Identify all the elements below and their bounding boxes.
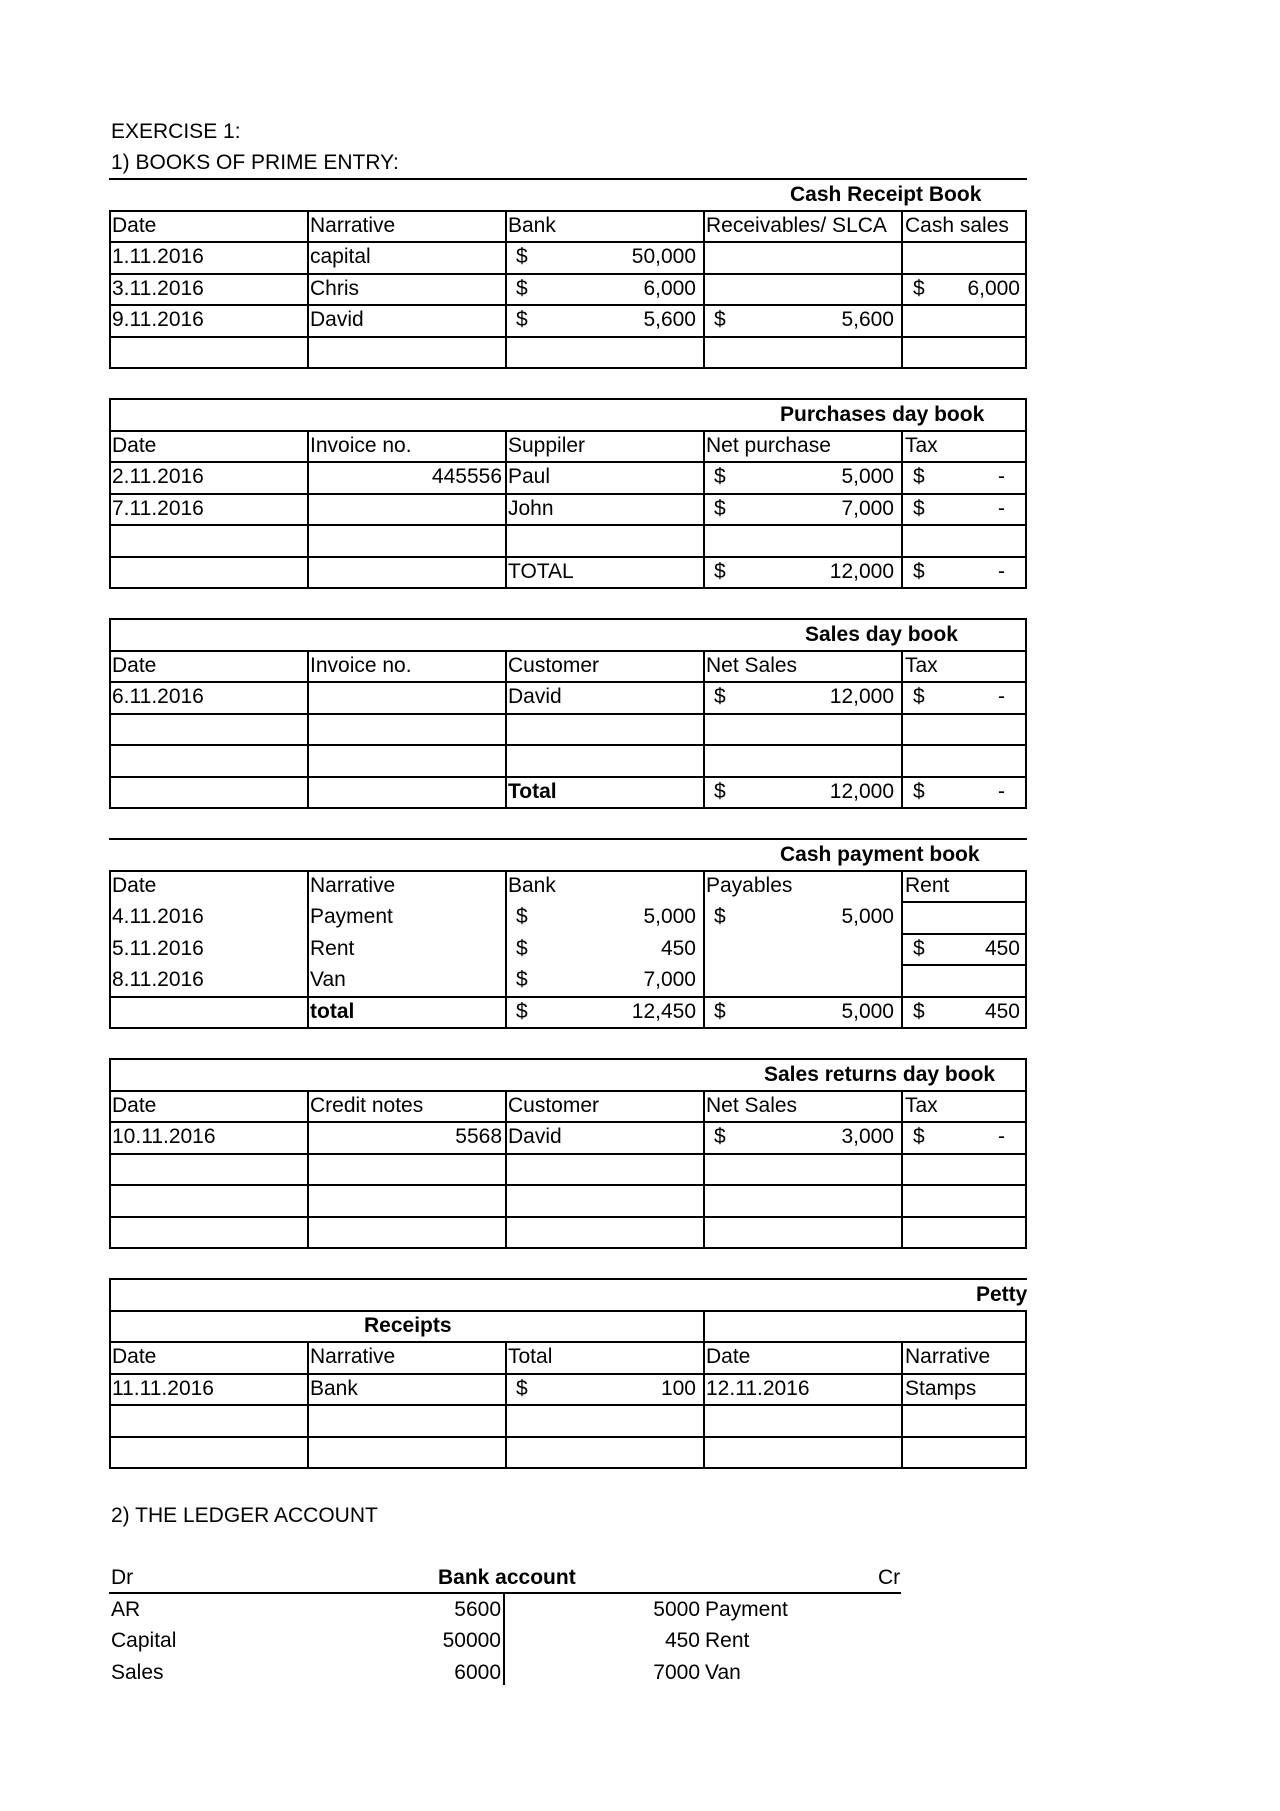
ledger-credit-label: Rent bbox=[705, 1629, 750, 1652]
table-cell-tax: - bbox=[998, 1125, 1005, 1148]
col-supplier: Suppiler bbox=[508, 434, 586, 457]
ledger-credit-amount: 450 bbox=[664, 1629, 700, 1652]
table-cell-currency: $ bbox=[516, 905, 528, 928]
table-cell-date: 9.11.2016 bbox=[112, 308, 204, 331]
ledger-credit-amount: 5000 bbox=[653, 1598, 700, 1621]
total-label: Total bbox=[508, 780, 557, 803]
table-cell-amount: 6,000 bbox=[643, 277, 696, 300]
table-cell-date: 2.11.2016 bbox=[112, 465, 204, 488]
table-cell-date: 11.11.2016 bbox=[112, 1377, 214, 1400]
col-payment-date: Date bbox=[706, 1345, 751, 1368]
table-cell-amount: 5,000 bbox=[841, 465, 894, 488]
table-cell-amount: 100 bbox=[660, 1377, 696, 1400]
col-invoice: Invoice no. bbox=[310, 434, 412, 457]
table-cell-tax: - bbox=[998, 465, 1005, 488]
table-cell-date: 4.11.2016 bbox=[112, 905, 204, 928]
table-cell-currency: $ bbox=[714, 497, 726, 520]
table-cell-amount: 5,600 bbox=[841, 308, 894, 331]
col-payables: Payables bbox=[706, 874, 793, 897]
total-amount: 12,000 bbox=[829, 560, 894, 583]
total-amount: 12,000 bbox=[829, 780, 894, 803]
table-cell-credit-note: 5568 bbox=[455, 1125, 502, 1148]
table-cell-currency: $ bbox=[913, 1125, 925, 1148]
table-cell-currency: $ bbox=[516, 937, 528, 960]
col-rent: Rent bbox=[905, 874, 950, 897]
table-cell-currency: $ bbox=[516, 277, 528, 300]
table-cell-currency: $ bbox=[913, 560, 925, 583]
ledger-debit-label: Capital bbox=[111, 1629, 177, 1652]
table-cell-currency: $ bbox=[714, 905, 726, 928]
table-cell-narrative: Payment bbox=[310, 905, 393, 928]
table-cell-date: 7.11.2016 bbox=[112, 497, 204, 520]
table-cell-currency: $ bbox=[714, 560, 726, 583]
sales-day-book-title: Sales day book bbox=[805, 623, 958, 646]
table-cell-currency: $ bbox=[516, 245, 528, 268]
col-date: Date bbox=[112, 214, 157, 237]
table-cell-date: 5.11.2016 bbox=[112, 937, 204, 960]
col-date: Date bbox=[112, 874, 157, 897]
table-cell-currency: $ bbox=[714, 1125, 726, 1148]
col-bank: Bank bbox=[508, 874, 556, 897]
table-cell-date: 6.11.2016 bbox=[112, 685, 204, 708]
table-cell-date: 8.11.2016 bbox=[112, 968, 204, 991]
table-cell-currency: $ bbox=[913, 1000, 925, 1023]
table-cell-currency: $ bbox=[516, 308, 528, 331]
ledger-cr: Cr bbox=[878, 1566, 901, 1589]
table-cell-amount: 5,000 bbox=[841, 905, 894, 928]
table-cell-amount: 50,000 bbox=[631, 245, 696, 268]
exercise-heading: EXERCISE 1: bbox=[111, 120, 241, 143]
col-net-purchase: Net purchase bbox=[706, 434, 831, 457]
cash-payment-book-title: Cash payment book bbox=[780, 843, 980, 866]
ledger-credit-amount: 7000 bbox=[653, 1661, 700, 1684]
purchases-day-book-title: Purchases day book bbox=[780, 403, 985, 426]
col-date: Date bbox=[112, 1345, 157, 1368]
table-cell-currency: $ bbox=[913, 277, 925, 300]
receipts-title: Receipts bbox=[364, 1314, 452, 1337]
table-cell-currency: $ bbox=[714, 780, 726, 803]
table-cell-customer: David bbox=[508, 1125, 562, 1148]
col-narrative: Narrative bbox=[310, 874, 396, 897]
table-cell-currency: $ bbox=[913, 465, 925, 488]
cash-receipt-book-title: Cash Receipt Book bbox=[790, 183, 982, 206]
table-cell-customer: David bbox=[508, 685, 562, 708]
total-label: TOTAL bbox=[508, 560, 574, 583]
total-tax: - bbox=[998, 560, 1005, 583]
table-cell-narrative: capital bbox=[310, 245, 371, 268]
table-cell-currency: $ bbox=[913, 937, 925, 960]
table-cell-amount: 7,000 bbox=[841, 497, 894, 520]
col-total: Total bbox=[508, 1345, 553, 1368]
col-customer: Customer bbox=[508, 654, 600, 677]
table-cell-currency: $ bbox=[714, 1000, 726, 1023]
table-cell-currency: $ bbox=[516, 1000, 528, 1023]
table-cell-tax: - bbox=[998, 685, 1005, 708]
table-cell-invoice: 445556 bbox=[431, 465, 502, 488]
ledger-debit-amount: 50000 bbox=[442, 1629, 501, 1652]
col-cash-sales: Cash sales bbox=[905, 214, 1009, 237]
col-credit-notes: Credit notes bbox=[310, 1094, 424, 1117]
ledger-title: Bank account bbox=[438, 1566, 576, 1589]
table-cell-currency: $ bbox=[913, 497, 925, 520]
total-label: total bbox=[310, 1000, 355, 1023]
col-date: Date bbox=[112, 1094, 157, 1117]
ledger-dr: Dr bbox=[111, 1566, 134, 1589]
table-cell-currency: $ bbox=[714, 465, 726, 488]
table-cell-narrative: Chris bbox=[310, 277, 360, 300]
table-cell-narrative: David bbox=[310, 308, 364, 331]
table-cell-currency: $ bbox=[714, 685, 726, 708]
table-cell-supplier: Paul bbox=[508, 465, 551, 488]
petty-cash-title: Petty bbox=[976, 1283, 1028, 1306]
table-cell-amount: 5,600 bbox=[643, 308, 696, 331]
col-narrative: Narrative bbox=[310, 214, 396, 237]
table-cell-currency: $ bbox=[516, 968, 528, 991]
col-net-sales: Net Sales bbox=[706, 654, 798, 677]
table-cell-amount: 12,000 bbox=[829, 685, 894, 708]
table-cell-amount: 450 bbox=[660, 937, 696, 960]
table-cell-currency: $ bbox=[913, 685, 925, 708]
col-date: Date bbox=[112, 654, 157, 677]
table-cell-currency: $ bbox=[913, 780, 925, 803]
ledger-debit-amount: 5600 bbox=[454, 1598, 501, 1621]
table-cell-amount: 7,000 bbox=[643, 968, 696, 991]
total-amount: 450 bbox=[984, 1000, 1020, 1023]
table-cell-narrative: Rent bbox=[310, 937, 355, 960]
table-cell-currency: $ bbox=[714, 308, 726, 331]
table-cell-amount: 6,000 bbox=[967, 277, 1020, 300]
table-cell-narrative: Van bbox=[310, 968, 346, 991]
table-cell-date: 10.11.2016 bbox=[112, 1125, 216, 1148]
ledger-credit-label: Payment bbox=[705, 1598, 788, 1621]
table-cell-tax: - bbox=[998, 497, 1005, 520]
table-cell-date: 12.11.2016 bbox=[706, 1377, 810, 1400]
col-tax: Tax bbox=[905, 654, 938, 677]
total-tax: - bbox=[998, 780, 1005, 803]
col-date: Date bbox=[112, 434, 157, 457]
col-payment-narrative: Narrative bbox=[905, 1345, 991, 1368]
ledger-debit-label: AR bbox=[111, 1598, 141, 1621]
col-receivables: Receivables/ SLCA bbox=[706, 214, 887, 237]
ledger-debit-amount: 6000 bbox=[454, 1661, 501, 1684]
section-2-heading: 2) THE LEDGER ACCOUNT bbox=[111, 1504, 378, 1527]
col-invoice: Invoice no. bbox=[310, 654, 412, 677]
total-amount: 5,000 bbox=[841, 1000, 894, 1023]
table-cell-currency: $ bbox=[516, 1377, 528, 1400]
table-cell-amount: 450 bbox=[984, 937, 1020, 960]
table-cell-amount: 3,000 bbox=[841, 1125, 894, 1148]
col-customer: Customer bbox=[508, 1094, 600, 1117]
col-bank: Bank bbox=[508, 214, 556, 237]
table-cell-narrative: Stamps bbox=[905, 1377, 977, 1400]
ledger-debit-label: Sales bbox=[111, 1661, 164, 1684]
sales-returns-day-book-title: Sales returns day book bbox=[764, 1063, 996, 1086]
table-cell-supplier: John bbox=[508, 497, 554, 520]
table-cell-date: 1.11.2016 bbox=[112, 245, 204, 268]
total-amount: 12,450 bbox=[631, 1000, 696, 1023]
section-1-heading: 1) BOOKS OF PRIME ENTRY: bbox=[111, 151, 399, 174]
table-cell-amount: 5,000 bbox=[643, 905, 696, 928]
col-tax: Tax bbox=[905, 434, 938, 457]
table-cell-narrative: Bank bbox=[310, 1377, 358, 1400]
col-net-sales: Net Sales bbox=[706, 1094, 798, 1117]
col-narrative: Narrative bbox=[310, 1345, 396, 1368]
ledger-credit-label: Van bbox=[705, 1661, 741, 1684]
col-tax: Tax bbox=[905, 1094, 938, 1117]
table-cell-date: 3.11.2016 bbox=[112, 277, 204, 300]
